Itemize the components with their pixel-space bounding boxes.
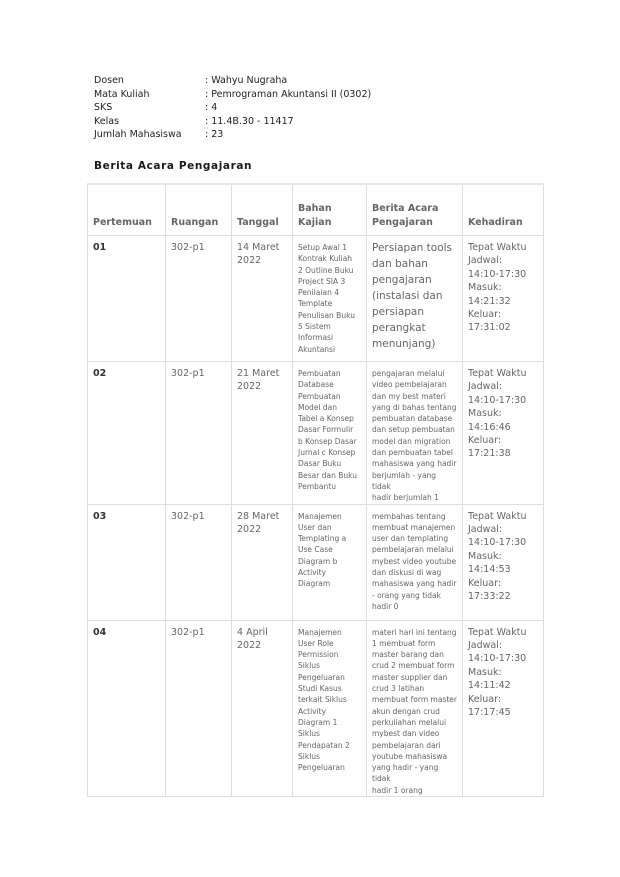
attendance: Tepat Waktu Jadwal: 14:10-17:30 Masuk: 14:14:53 Keluar: 17:33:22 <box>463 504 544 620</box>
room: 302-p1 <box>166 362 232 505</box>
info-row <box>94 88 371 102</box>
table-header-row <box>88 184 544 236</box>
attendance: Tepat Waktu Jadwal: 14:10-17:30 Masuk: 14:16:46 Keluar: 17:21:38 <box>463 362 544 505</box>
header-pertemuan: Pertemuan <box>88 184 166 236</box>
date: 14 Maret 2022 <box>232 236 293 362</box>
meeting-number: 02 <box>88 362 166 505</box>
header-berita-acara: Berita Acara Pengajaran <box>367 184 463 236</box>
info-row <box>94 101 371 115</box>
header-bahan-kajian: Bahan Kajian <box>293 184 367 236</box>
info-row <box>94 128 371 142</box>
room: 302-p1 <box>166 620 232 796</box>
report: pengajaran melalui video pembelajaran dan my best materi yang di bahas tentang pembuatan database dan setup pembuatan model dan migration dan pembuatan tabel mahasiswa yang hadir berjumlah - yang tidak hadir berjumlah 1 <box>367 362 463 505</box>
info-row <box>94 115 371 129</box>
table-row <box>88 620 544 796</box>
info-value: : Wahyu Nugraha <box>205 75 288 86</box>
course-info <box>94 74 371 142</box>
report: membahas tentang membuat manajemen user dan templating pembelajaran melalui mybest video youtube dan diskusi di wag mahasiswa yang hadir - orang yang tidak hadir 0 <box>367 504 463 620</box>
date: 21 Maret 2022 <box>232 362 293 505</box>
info-value: : 11.4B.30 - 11417 <box>205 115 294 127</box>
room: 302-p1 <box>166 504 232 620</box>
info-label: Dosen <box>94 75 124 86</box>
header-kehadiran: Kehadiran <box>463 184 544 236</box>
info-row <box>94 74 371 88</box>
section-title: Berita Acara Pengajaran <box>94 160 253 172</box>
attendance: Tepat Waktu Jadwal: 14:10-17:30 Masuk: 14:11:42 Keluar: 17:17:45 <box>463 620 544 796</box>
material: Manajemen User dan Templating a Use Case Diagram b Activity Diagram <box>293 504 367 620</box>
material: Setup Awal 1 Kontrak Kuliah 2 Outline Buku Project SIA 3 Penilaian 4 Template Penulisan Buku 5 Sistem Informasi Akuntansi <box>293 236 367 362</box>
info-value: : 4 <box>205 102 218 114</box>
info-value: : Pemrograman Akuntansi II (0302) <box>205 88 372 100</box>
material: Manajemen User Role Permission Siklus Pengeluaran Studi Kasus terkait Siklus Activity Diagram 1 Siklus Pendapatan 2 Siklus Pengeluaran <box>293 620 367 796</box>
info-label: Mata Kuliah <box>94 88 150 100</box>
teaching-report-table <box>87 183 544 797</box>
table-row <box>88 236 544 362</box>
date: 4 April 2022 <box>232 620 293 796</box>
header-tanggal: Tanggal <box>232 184 293 236</box>
report: materi hari ini tentang 1 membuat form master barang dan crud 2 membuat form master supplier dan crud 3 latihan membuat form master akun dengan crud perkuliahan melalui mybest dan video pembelajaran dari youtube mahasiswa yang hadir - yang tidak hadir 1 orang <box>367 620 463 796</box>
header-ruangan: Ruangan <box>166 184 232 236</box>
table-row <box>88 504 544 620</box>
room: 302-p1 <box>166 236 232 362</box>
meeting-number: 03 <box>88 504 166 620</box>
attendance: Tepat Waktu Jadwal: 14:10-17:30 Masuk: 14:21:32 Keluar: 17:31:02 <box>463 236 544 362</box>
meeting-number: 01 <box>88 236 166 362</box>
info-value: : 23 <box>205 129 224 141</box>
info-label: Jumlah Mahasiswa <box>94 129 182 141</box>
date: 28 Maret 2022 <box>232 504 293 620</box>
meeting-number: 04 <box>88 620 166 796</box>
material: Pembuatan Database Pembuatan Model dan Tabel a Konsep Dasar Formulir b Konsep Dasar Jurnal c Konsep Dasar Buku Besar dan Buku Pembantu <box>293 362 367 505</box>
table-row <box>88 362 544 505</box>
info-label: Kelas <box>94 115 120 127</box>
report: Persiapan tools dan bahan pengajaran (instalasi dan persiapan perangkat menunjang) <box>367 236 463 362</box>
info-label: SKS <box>94 102 113 114</box>
